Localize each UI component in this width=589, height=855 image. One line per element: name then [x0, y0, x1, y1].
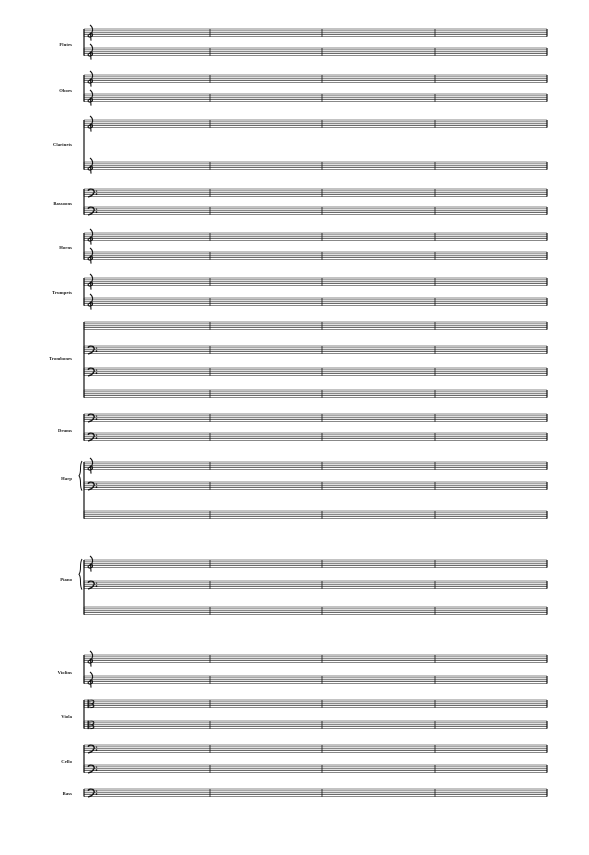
staff	[84, 248, 547, 264]
staff	[84, 700, 547, 709]
instrument-drums	[84, 414, 547, 441]
staff	[84, 44, 547, 60]
instrument-label-oboes: Oboes	[59, 88, 72, 93]
instrument-label-bass: Bass	[62, 791, 72, 796]
staff	[84, 90, 547, 106]
instrument-trombones	[84, 322, 547, 398]
staff	[84, 207, 547, 215]
staff	[84, 672, 547, 688]
instrument-label-bassoons: Bassoons	[53, 201, 72, 206]
instrument-violins	[84, 651, 547, 688]
staff	[84, 458, 547, 474]
instrument-label-cello: Cello	[61, 759, 72, 764]
staff	[84, 433, 547, 441]
staff	[84, 414, 547, 422]
staff	[84, 556, 547, 572]
staff	[84, 189, 547, 197]
staff	[84, 721, 547, 730]
staff	[84, 294, 547, 310]
instrument-cello	[84, 745, 547, 773]
staff	[84, 651, 547, 667]
instrument-trumpets	[84, 274, 547, 310]
staff	[84, 274, 547, 290]
staff	[84, 482, 547, 490]
instrument-label-horns: Horns	[59, 245, 72, 250]
instrument-label-harp: Harp	[61, 476, 72, 481]
staff	[84, 346, 547, 354]
instrument-viola	[84, 700, 547, 730]
staff	[84, 229, 547, 245]
instrument-label-viola: Viola	[61, 714, 72, 719]
instrument-label-trumpets: Trumpets	[52, 290, 72, 295]
instrument-oboes	[84, 71, 547, 106]
instrument-label-flutes: Flutes	[59, 42, 72, 47]
brace-icon	[79, 461, 82, 491]
instrument-label-trombones: Trombones	[49, 356, 72, 361]
staff	[84, 581, 547, 589]
brace-icon	[79, 559, 82, 590]
instrument-clarinets	[84, 116, 547, 174]
instrument-horns	[84, 229, 547, 264]
instrument-label-violins: Violins	[57, 670, 72, 675]
instrument-harp	[79, 458, 547, 519]
staff	[84, 368, 547, 376]
staff	[84, 158, 547, 174]
instrument-label-drums: Drums	[57, 428, 72, 433]
staff	[84, 390, 547, 398]
instrument-label-piano: Piano	[60, 577, 72, 582]
staff	[84, 607, 547, 615]
staff	[84, 765, 547, 773]
instrument-flutes	[84, 25, 547, 60]
staff	[84, 71, 547, 87]
staff	[84, 789, 547, 797]
staff	[84, 745, 547, 753]
staff	[84, 511, 547, 519]
staff	[84, 25, 547, 41]
instrument-bass	[84, 789, 547, 797]
instrument-label-clarinets: Clarinets	[52, 142, 72, 147]
staff	[84, 322, 547, 330]
instrument-bassoons	[84, 189, 547, 215]
instrument-piano	[79, 556, 547, 615]
staff	[84, 116, 547, 132]
